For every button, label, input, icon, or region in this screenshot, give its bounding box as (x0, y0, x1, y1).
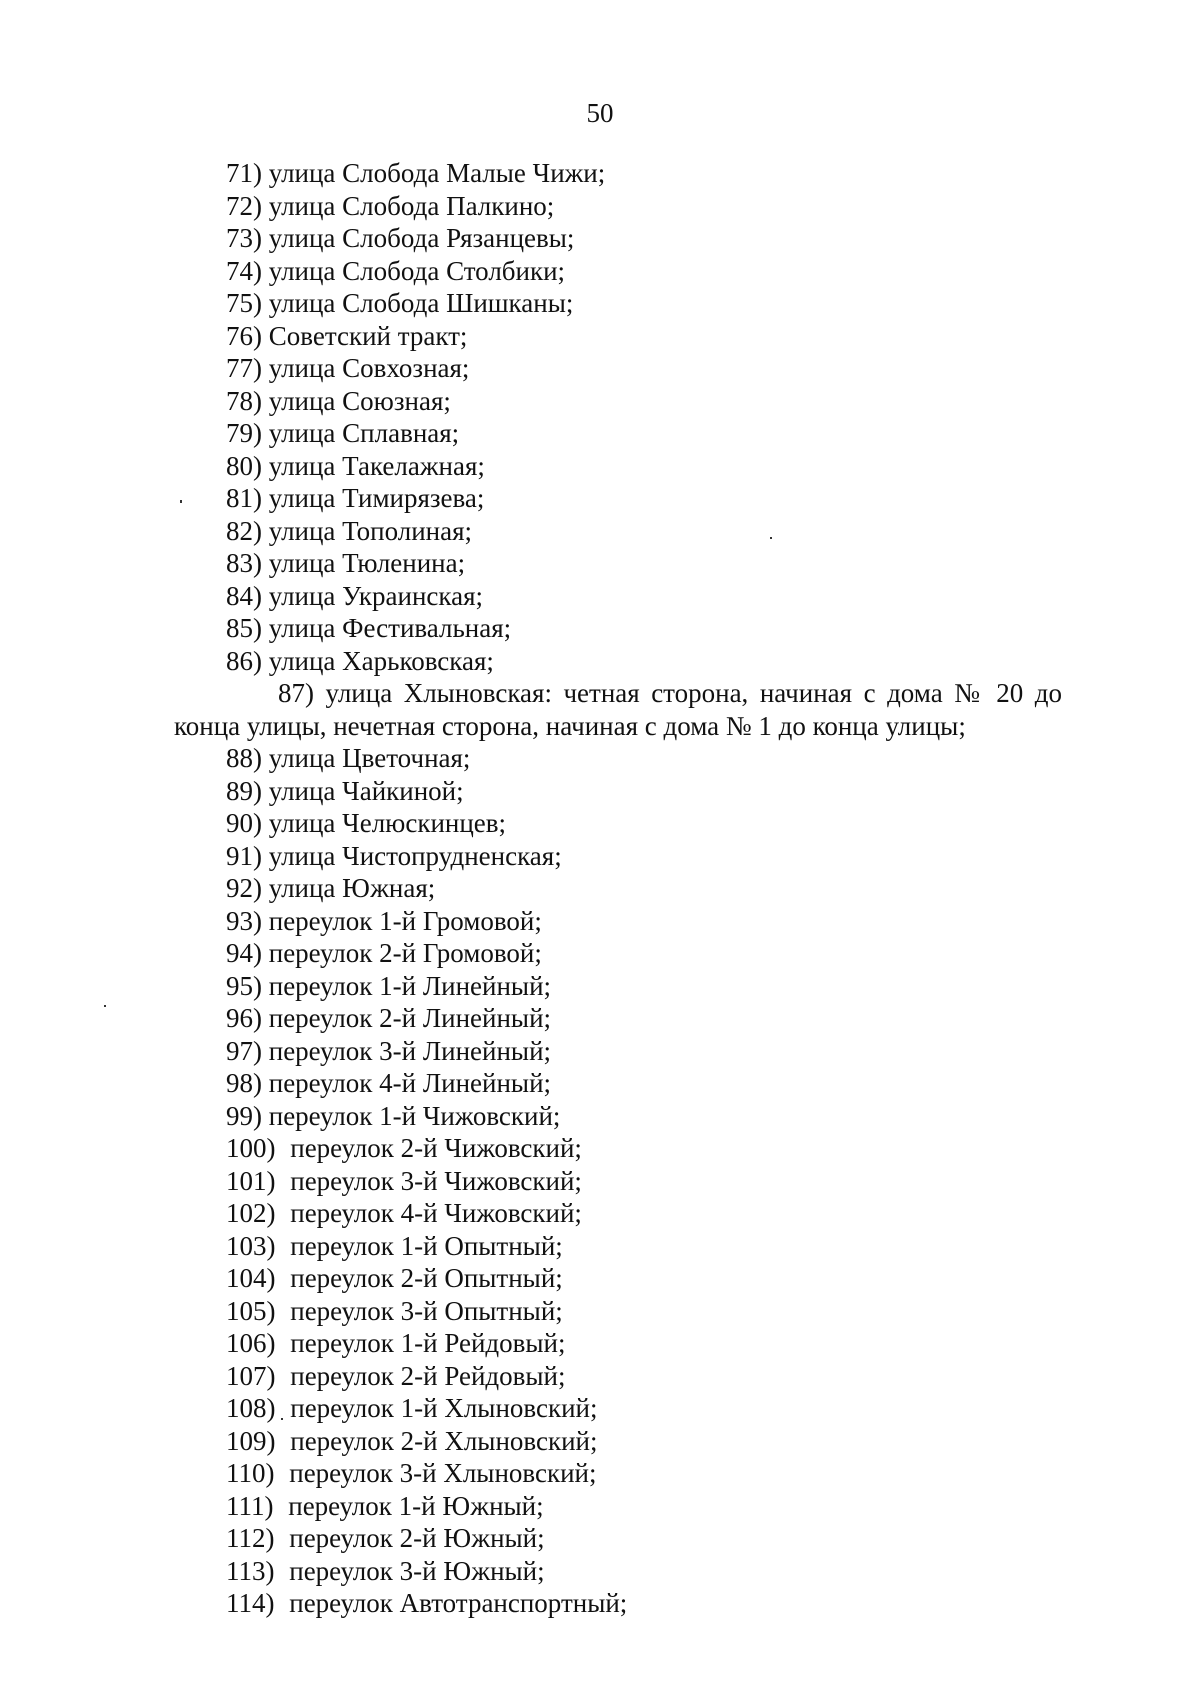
scan-speck (281, 1418, 283, 1420)
list-item (0, 1425, 1200, 1458)
item-number: 97) (226, 1035, 262, 1066)
item-number: 82) (226, 515, 262, 546)
item-number: 83) (226, 548, 262, 578)
item-number: 112) (226, 1523, 275, 1553)
item-text: переулок 2-й Громовой; (262, 938, 542, 968)
item-text: улица Чайкиной; (262, 775, 464, 806)
item-number: 88) (226, 743, 262, 773)
item-number: 103) (226, 1230, 276, 1261)
list-item (0, 1587, 1200, 1620)
list-item (0, 1555, 1200, 1588)
list-item (0, 1165, 1200, 1198)
item-text: переулок 3-й Опытный; (283, 1295, 563, 1326)
list-item (0, 1457, 1200, 1490)
list-item (0, 612, 1200, 645)
item-number: 100) (226, 1133, 276, 1163)
item-number: 94) (226, 938, 262, 968)
item-number: 90) (226, 808, 262, 838)
list-item (0, 905, 1200, 938)
item-text: переулок 3-й Чижовский; (283, 1165, 582, 1196)
item-number: 111) (226, 1490, 274, 1521)
item-number: 98) (226, 1068, 262, 1098)
item-number: 107) (226, 1360, 276, 1391)
item-number: 86) (226, 645, 262, 676)
item-number: 91) (226, 840, 262, 871)
list-item (0, 872, 1200, 905)
scan-speck (770, 537, 772, 539)
list-item (0, 547, 1200, 580)
item-number: 89) (226, 775, 262, 806)
item-text: улица Союзная; (262, 385, 451, 416)
item-text: переулок 1-й Южный; (281, 1490, 544, 1521)
item-number: 104) (226, 1263, 276, 1293)
list-item (0, 515, 1200, 548)
item-number: 79) (226, 418, 262, 448)
list-item (0, 1360, 1200, 1393)
page-number: 50 (586, 98, 614, 128)
list-item (0, 1035, 1200, 1068)
item-text: переулок 4-й Чижовский; (283, 1198, 582, 1228)
item-text: переулок 2-й Линейный; (262, 1003, 552, 1033)
item-text: улица Слобода Столбики; (262, 255, 566, 286)
item-text: улица Тимирязева; (262, 483, 485, 513)
list-item (0, 1262, 1200, 1295)
item-text: переулок 1-й Чижовский; (262, 1100, 561, 1131)
item-text: переулок 2-й Рейдовый; (283, 1360, 566, 1391)
list-item (0, 1490, 1200, 1523)
item-number: 101) (226, 1165, 276, 1196)
list-item (0, 287, 1200, 320)
item-text: переулок 1-й Громовой; (262, 905, 542, 936)
list-item (0, 970, 1200, 1003)
list-item (0, 1295, 1200, 1328)
list-item (0, 742, 1200, 775)
list-item (0, 482, 1200, 515)
list-item (0, 352, 1200, 385)
scan-speck (180, 500, 182, 503)
list-item (0, 1100, 1200, 1133)
item-number: 99) (226, 1100, 262, 1131)
item-text: улица Тюленина; (262, 548, 466, 578)
list-item (0, 255, 1200, 288)
item-text: улица Совхозная; (262, 353, 470, 383)
item-text: улица Фестивальная; (262, 613, 512, 643)
list-item (0, 840, 1200, 873)
list-item (0, 1230, 1200, 1263)
item-text: переулок 4-й Линейный; (262, 1068, 552, 1098)
list-item (0, 1067, 1200, 1100)
item-number: 106) (226, 1328, 276, 1358)
item-number: 95) (226, 970, 262, 1001)
item-number: 87) (278, 678, 314, 708)
item-number: 71) (226, 158, 262, 188)
item-number: 105) (226, 1295, 276, 1326)
list-item (0, 1392, 1200, 1425)
item-number: 108) (226, 1393, 276, 1423)
list-item (0, 1327, 1200, 1360)
item-text: переулок 1-й Опытный; (283, 1230, 563, 1261)
item-text: переулок 3-й Южный; (282, 1555, 545, 1586)
item-number: 77) (226, 353, 262, 383)
item-text: переулок 3-й Хлыновский; (282, 1458, 597, 1488)
item-number: 75) (226, 288, 262, 318)
list-item (0, 775, 1200, 808)
list-item (0, 417, 1200, 450)
item-number: 80) (226, 450, 262, 481)
item-text: переулок 2-й Опытный; (283, 1263, 563, 1293)
item-number: 110) (226, 1458, 275, 1488)
item-number: 78) (226, 385, 262, 416)
item-text: переулок 3-й Линейный; (262, 1035, 552, 1066)
list-item (0, 807, 1200, 840)
item-number: 84) (226, 580, 262, 611)
item-number: 102) (226, 1198, 276, 1228)
item-text: улица Сплавная; (262, 418, 460, 448)
item-text: улица Чистопрудненская; (262, 840, 562, 871)
item-text: переулок 1-й Линейный; (262, 970, 552, 1001)
item-text: улица Цветочная; (262, 743, 471, 773)
item-text: улица Слобода Рязанцевы; (262, 223, 575, 253)
item-text: переулок 2-й Южный; (282, 1523, 545, 1553)
item-text: улица Тополиная; (262, 515, 473, 546)
item-text: улица Слобода Шишканы; (262, 288, 574, 318)
item-text: улица Харьковская; (262, 645, 494, 676)
list-item (0, 1197, 1200, 1230)
item-text: улица Южная; (262, 873, 436, 903)
item-number: 81) (226, 483, 262, 513)
list-item (0, 677, 1062, 742)
item-number: 85) (226, 613, 262, 643)
list-item (0, 450, 1200, 483)
item-text: улица Такелажная; (262, 450, 485, 481)
item-text: улица Украинская; (262, 580, 484, 611)
item-text: переулок 2-й Хлыновский; (283, 1425, 598, 1456)
item-text: переулок 1-й Рейдовый; (283, 1328, 566, 1358)
item-number: 72) (226, 190, 262, 221)
item-text: переулок Автотранспортный; (282, 1588, 628, 1618)
list-item (0, 385, 1200, 418)
item-number: 76) (226, 320, 262, 351)
list-item (0, 645, 1200, 678)
list-item (0, 1522, 1200, 1555)
list-item (0, 937, 1200, 970)
item-number: 114) (226, 1588, 275, 1618)
item-text: улица Челюскинцев; (262, 808, 507, 838)
item-text: улица Слобода Малые Чижи; (262, 158, 606, 188)
item-text: Советский тракт; (262, 320, 468, 351)
scan-speck (104, 1005, 106, 1007)
item-number: 96) (226, 1003, 262, 1033)
list-item (0, 1132, 1200, 1165)
list-item (0, 222, 1200, 255)
item-text: улица Хлыновская: четная сторона, начиная с дома № 20 до конца улицы, нечетная сторона, начиная с дома № 1 до конца улицы; (174, 678, 1062, 741)
item-text: переулок 2-й Чижовский; (283, 1133, 582, 1163)
list-item (0, 320, 1200, 353)
item-text: улица Слобода Палкино; (262, 190, 555, 221)
item-number: 74) (226, 255, 262, 286)
item-number: 93) (226, 905, 262, 936)
street-list (0, 157, 1200, 1620)
item-number: 92) (226, 873, 262, 903)
item-text: переулок 1-й Хлыновский; (283, 1393, 598, 1423)
item-number: 113) (226, 1555, 275, 1586)
item-number: 73) (226, 223, 262, 253)
item-number: 109) (226, 1425, 276, 1456)
list-item (0, 1002, 1200, 1035)
list-item (0, 157, 1200, 190)
list-item (0, 580, 1200, 613)
list-item (0, 190, 1200, 223)
